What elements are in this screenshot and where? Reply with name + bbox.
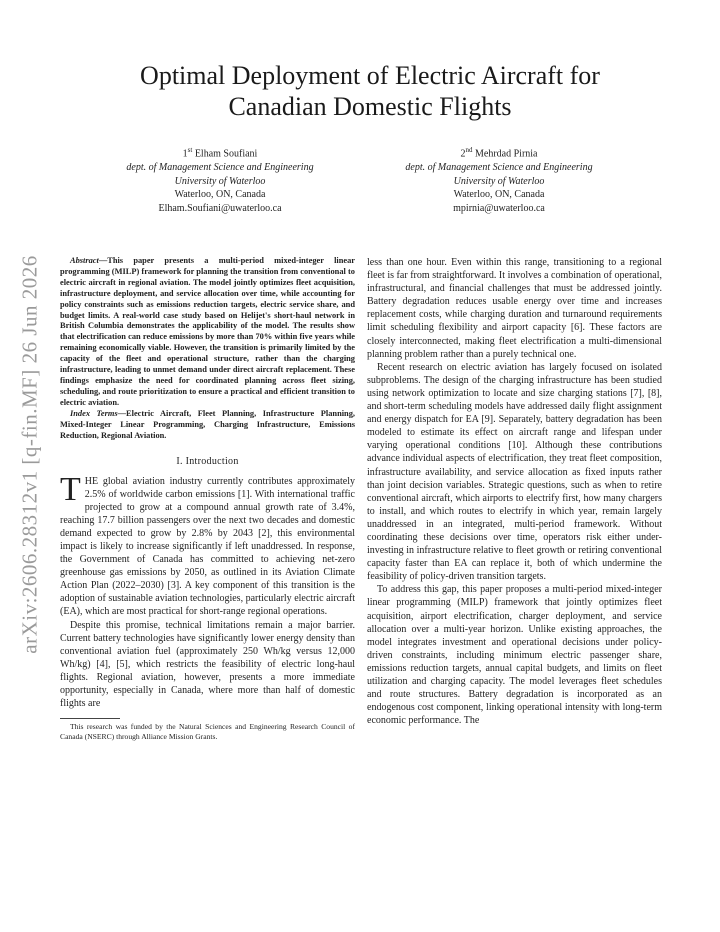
title-line-1: Optimal Deployment of Electric Aircraft for — [140, 61, 600, 90]
author-2-dept: dept. of Management Science and Engineering — [405, 161, 593, 173]
author-2-ordinal: 2 — [460, 148, 466, 160]
title-line-2: Canadian Domestic Flights — [228, 92, 512, 121]
left-column — [60, 256, 355, 741]
intro-paragraph-2: Despite this promise, technical limitations remain a major barrier. Current battery technologies have significantly lower energy density than conventional aviation fuel (approximately 250 Wh/kg versus 12,000 Wh/kg) [4], [5], which restricts the feasibility of electric long-haul flights. Regional aviation, however, presents a more immediate opportunity, especially in Canada, where more than half of domestic flights are — [60, 619, 355, 710]
author-block-2 — [359, 144, 639, 215]
right-paragraph-2: Recent research on electric aviation has largely focused on isolated subproblems. The design of the charging infrastructure has been studied using network optimization to locate and size charging stations [7], [8], and short-term scheduling models have addressed daily flight assignment and energy dispatch for EA [9]. Separately, battery degradation has been modeled to estimate its effect on aircraft range and lifespan under varying operational conditions [10]. Although these contributions advance individual aspects of electrification, they treat fleet composition, infrastructure availability, and service allocation as fixed inputs rather than joint decision variables. Strategic questions, such as when to retire conventional aircraft, which airports to electrify first, how many chargers to install, and which routes to electrify in which year, remain largely unaddressed in an integrated, multi-period framework. Without coordinating these decisions over time, operators risk either under-investing in infrastructure relative to fleet growth or retiring conventional capacity faster than EA can replace it, both of which undermine the feasibility of policy-driven transition targets. — [367, 361, 662, 583]
author-1-university: University of Waterloo — [174, 175, 266, 187]
right-column — [367, 256, 662, 727]
section-heading-introduction: I. Introduction — [176, 456, 239, 468]
funding-footnote: This research was funded by the Natural Sciences and Engineering Research Council of Canada (NSERC) through Alliance Mission Grants. — [60, 722, 355, 741]
index-terms-text: —Electric Aircraft, Fleet Planning, Infrastructure Planning, Mixed-Integer Linear Programming, Charging Infrastructure, Emissions Reduction, Regional Aviation. — [60, 408, 355, 440]
intro-paragraph-1 — [60, 470, 355, 619]
abstract — [60, 256, 355, 409]
index-terms-label: Index Terms — [70, 408, 118, 418]
author-block-1 — [80, 144, 360, 215]
author-1-email: Elham.Soufiani@uwaterloo.ca — [158, 202, 282, 214]
arxiv-id-text: arXiv:2606.28312v1 [q-fin.MF] 26 Jun 2026 — [17, 254, 42, 654]
author-2-ordinal-suffix: nd — [465, 146, 473, 154]
author-1-name: Elham Soufiani — [194, 148, 258, 160]
author-2-email: mpirnia@uwaterloo.ca — [453, 202, 545, 214]
arxiv-identifier — [10, 244, 50, 664]
author-2-name-line — [359, 144, 639, 161]
drop-cap: T — [60, 470, 81, 508]
author-2-university: University of Waterloo — [453, 175, 545, 187]
paper-title — [60, 60, 680, 122]
index-terms — [60, 409, 355, 442]
author-1-ordinal: 1 — [182, 148, 188, 160]
author-2-city: Waterloo, ON, Canada — [453, 189, 545, 201]
author-1-city: Waterloo, ON, Canada — [174, 189, 266, 201]
right-paragraph-1: less than one hour. Even within this range, transitioning to a regional fleet is far from straightforward. It involves a combination of operational, infrastructural, and financial challenges that must be addressed jointly. Battery degradation reduces usable energy over time and increases replacement costs, while charging duration and turnaround requirements limit scheduling flexibility and airport capacity [6]. These factors are closely interconnected, making fleet electrification a multi-dimensional planning problem rather than a purely technical one. — [367, 257, 662, 360]
footnote-rule — [60, 718, 120, 719]
intro-paragraph-1-text: HE global aviation industry currently contributes approximately 2.5% of worldwide carbon emissions [1]. With international traffic projected to grow at a compound annual growth rate of 3.4%, reaching 17.7 billion passengers over the next two decades and domestic demand expected to grow by 2.8% by 2043 [2], this environmental impact is likely to increase significantly if left unaddressed. In response, the Government of Canada has committed to achieving net-zero greenhouse gas emissions by 2050, as outlined in its Aviation Climate Action Plan (2022–2030) [3]. A key component of this transition is the adoption of sustainable aviation technologies, particularly electric aircraft (EA), which are most practical for short-range regional operations. — [60, 475, 355, 618]
author-2-name: Mehrdad Pirnia — [475, 148, 538, 160]
author-1-dept: dept. of Management Science and Engineering — [126, 161, 314, 173]
author-1-name-line — [80, 144, 360, 161]
abstract-text: —This paper presents a multi-period mixed-integer linear programming (MILP) framework for planning the transition from conventional to electric aircraft in regional aviation. The model jointly optimizes fleet acquisition, infrastructure deployment, and service allocation over time, while accounting for policy constraints such as emissions reduction targets, electric service share, and budget limits. A real-world case study based on Helijet's short-haul network in British Columbia demonstrates the applicability of the model. The results show that electrification can reduce emissions by more than 70% within five years while remaining economically viable. However, the transition is primarily limited by the capacity of the fleet and operational structure, rather than the charging infrastructure, leading to unmet demand under direct aircraft replacement. These findings emphasize the need for coordinated planning across fleet sizing, scheduling, and route prioritization to ensure a practical and efficient transition to electric aviation. — [60, 256, 355, 407]
author-1-ordinal-suffix: st — [187, 146, 193, 154]
abstract-label: Abstract — [70, 256, 99, 265]
right-paragraph-3: To address this gap, this paper proposes a multi-period mixed-integer linear programming (MILP) framework that jointly optimizes fleet acquisition, airport electrification, charger deployment, and service allocation over a multi-year horizon. Unlike existing approaches, the model integrates investment and operational decisions under policy-driven constraints, including minimum electric passenger share, emissions reduction targets, annual capital budgets, and limits on fleet utilization and charging capacity. The model leverages fleet schedules and route structures. Battery degradation is incorporated as an endogenous cost component, linking operational intensity with long-term economic performance. The — [367, 584, 662, 727]
